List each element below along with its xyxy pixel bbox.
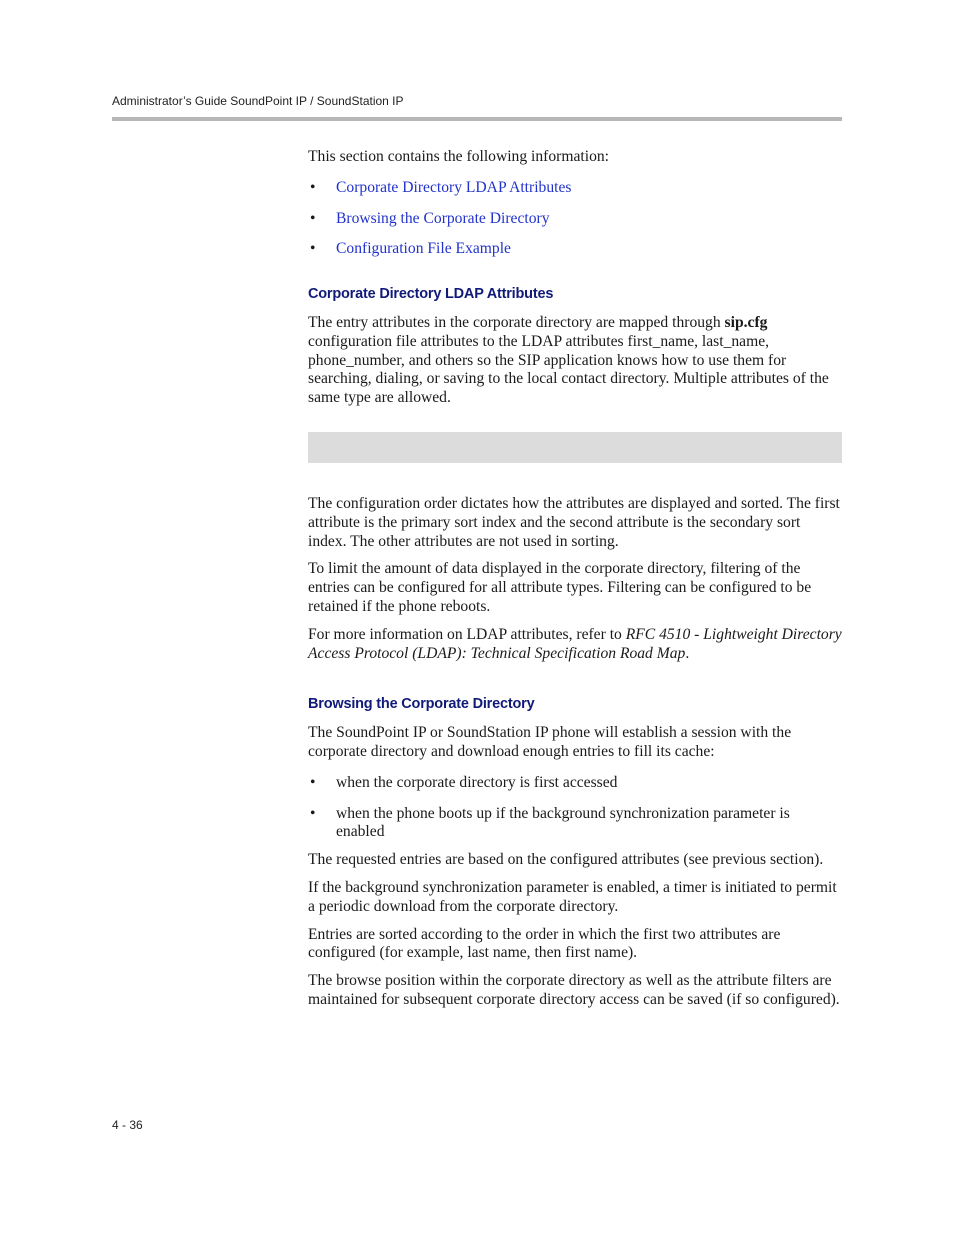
note-box: [308, 432, 842, 463]
toc-item-ldap-attributes: [308, 179, 842, 198]
browse-bullet-list: [308, 774, 842, 842]
main-content: [308, 148, 842, 1019]
ldap-paragraph-1: [308, 314, 842, 408]
browse-paragraph-2: The requested entries are based on the configured attributes (see previous section).: [308, 851, 824, 869]
ldap-paragraph-4: [308, 626, 842, 664]
ldap-paragraph-3: To limit the amount of data displayed in the corporate directory, filtering of the entries can be configured for all attribute types. Filtering can be configured to be retained if the phone reboots.: [308, 560, 812, 615]
toc-item-config-example: [308, 240, 842, 259]
browse-paragraph-5: The browse position within the corporate directory as well as the attribute filters are maintained for subsequent corporate directory access can be saved (if so configured).: [308, 972, 840, 1008]
browse-paragraph-1: The SoundPoint IP or SoundStation IP phone will establish a session with the corporate directory and download enough entries to fill its cache:: [308, 724, 792, 760]
ldap-p1-filename: sip.cfg: [724, 313, 768, 331]
browse-bullet-item: • when the corporate directory is first accessed: [308, 774, 842, 793]
ldap-p4-end: .: [685, 644, 690, 662]
rfc-reference: RFC 4510 - Lightweight Directory Access Protocol (LDAP): Technical Specification Road Map: [308, 625, 842, 662]
running-header: Administrator’s Guide SoundPoint IP / SoundStation IP: [112, 94, 404, 108]
ldap-p1-text-rest: configuration file attributes to the LDAP attributes first_name, last_name, phone_number, and others so the SIP application knows how to use them for searching, dialing, or saving to the local contact directory. Multiple attributes of the same type are allowed.: [308, 332, 829, 407]
toc-link-config-example[interactable]: Configuration File Example: [336, 240, 511, 258]
ldap-p4-text: For more information on LDAP attributes, refer to: [308, 625, 626, 643]
toc-link-ldap-attributes[interactable]: Corporate Directory LDAP Attributes: [336, 178, 572, 196]
browse-bullet-item: • when the phone boots up if the background synchronization parameter is enabled: [308, 805, 842, 843]
intro-paragraph: This section contains the following information:: [308, 148, 609, 165]
browse-paragraph-3: If the background synchronization parameter is enabled, a timer is initiated to permit a periodic download from the corporate directory.: [308, 878, 837, 915]
heading-ldap-attributes: Corporate Directory LDAP Attributes: [308, 286, 554, 303]
header-rule: [112, 117, 842, 121]
toc-item-browsing: [308, 210, 842, 229]
heading-browsing: Browsing the Corporate Directory: [308, 696, 535, 713]
page-number: 4 - 36: [112, 1118, 143, 1132]
ldap-p1-text: The entry attributes in the corporate directory are mapped through: [308, 313, 725, 331]
section-toc: [308, 179, 842, 259]
toc-link-browsing[interactable]: Browsing the Corporate Directory: [336, 209, 550, 227]
ldap-paragraph-2: The configuration order dictates how the attributes are displayed and sorted. The first attribute is the primary sort index and the second attribute is the secondary sort index. The other attributes are not used in sorting.: [308, 494, 840, 550]
browse-paragraph-4: Entries are sorted according to the order in which the first two attributes are configured (for example, last name, then first name).: [308, 925, 781, 962]
